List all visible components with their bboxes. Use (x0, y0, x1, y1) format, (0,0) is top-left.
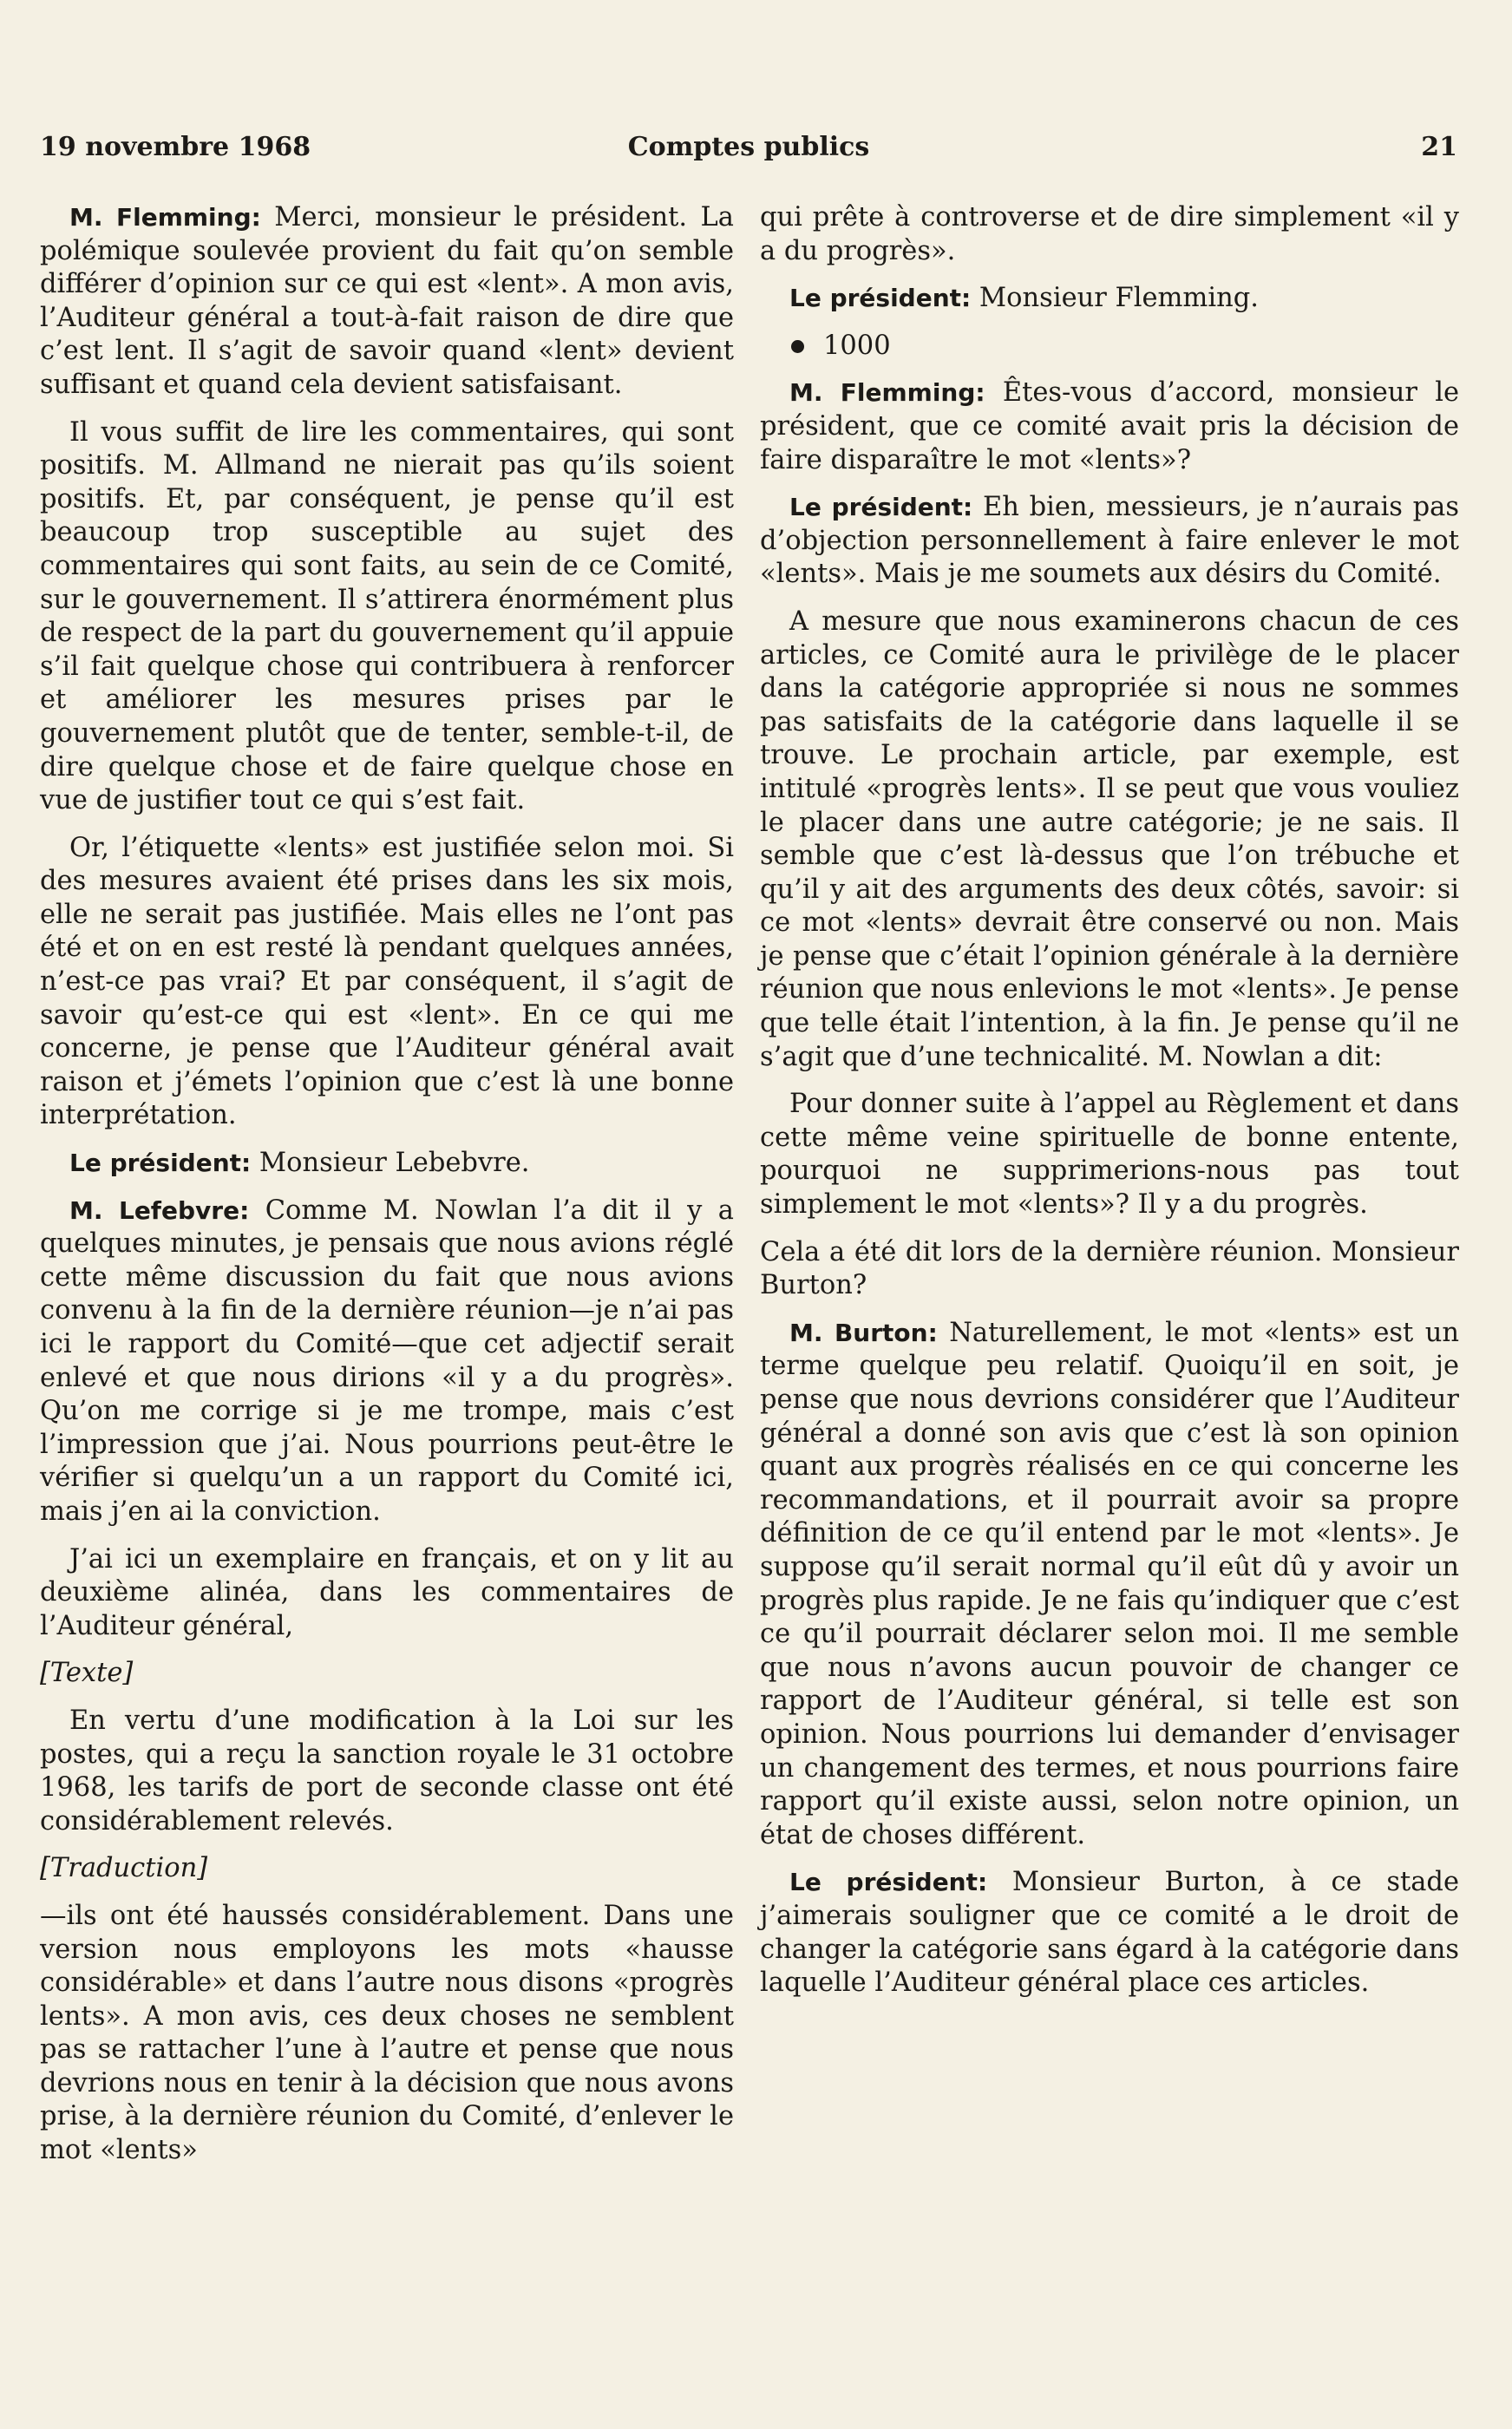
paragraph-text: Monsieur Lebebvre. (251, 1148, 530, 1179)
time-marker-text: 1000 (823, 330, 891, 361)
header-page-number: 21 (1421, 132, 1457, 162)
paragraph (760, 282, 1459, 316)
speaker-name: M. Lefebvre: (69, 1195, 250, 1225)
speaker-name: Le président: (789, 284, 972, 313)
paragraph (40, 1147, 734, 1181)
speaker-name: M. Burton: (789, 1318, 938, 1347)
paragraph-text: Monsieur Burton, à ce stade j’aimerais souligner que ce comité a le droit de changer la catégorie sans égard à la catégorie dans laquelle l’Auditeur général place ces articles. (760, 1867, 1460, 1999)
block-quote: Pour donner suite à l’appel au Règlement et dans cette même veine spirituelle de bonne entente, pourquoi ne supprimerions-nous pas tout simplement le mot «lents»? Il y a du progrès. (760, 1089, 1459, 1221)
paragraph (40, 1195, 734, 1529)
paragraph: A mesure que nous examinerons chacun de ces articles, ce Comité aura le privilège de le placer dans la catégorie appropriée si nous ne sommes pas satisfaits de la catégorie dans laquelle il se trouve. Le prochain article, par exemple, est intitulé «progrès lents». Il se peut que vous vouliez le placer dans une autre catégorie; je ne sais. Il semble que c’est là-dessus que l’on trébuche et qu’il y ait des arguments des deux côtés, savoir: si ce mot «lents» devrait être conservé ou non. Mais je pense que c’était l’opinion générale à la dernière réunion que nous enlevions le mot «lents». Je pense que telle était l’intention, à la fin. Je pense qu’il ne s’agit que d’une technicalité. M. Nowlan a dit: (760, 606, 1459, 1072)
paragraph (760, 1866, 1459, 2000)
paragraph: Il vous suffit de lire les commentaires, qui sont positifs. M. Allmand ne nierait pas qu’ils soient positifs. Et, par conséquent, je pense qu’il est beaucoup trop susceptible au sujet des commentaires qui sont faits, au sein de ce Comité, sur le gouvernement. Il s’attirera énormément plus de respect de la part du gouvernement qu’il appuie s’il fait quelque chose qui contribuera à renforcer et améliorer les mesures prises par le gouvernement plutôt que de tenter, semble-t-il, de dire quelque chose et de faire quelque chose en vue de justifier tout ce qui s’est fait. (40, 416, 734, 816)
left-column (40, 201, 734, 2182)
header-title: Comptes publics (627, 132, 870, 162)
paragraph-text: Merci, monsieur le président. La polémique soulevée provient du fait qu’on semble différer d’opinion sur ce qui est «lent». A mon avis, l’Auditeur général a tout-à-fait raison de dire que c’est lent. Il s’agit de savoir quand «lent» devient suffisant et quand cela devient satisfaisant. (40, 202, 734, 400)
paragraph-text: Êtes-vous d’accord, monsieur le président, que ce comité avait pris la décision de faire disparaître le mot «lents»? (760, 377, 1459, 475)
paragraph: J’ai ici un exemplaire en français, et on y lit au deuxième alinéa, dans les commentaires de l’Auditeur général, (40, 1543, 734, 1641)
speaker-name: Le président: (789, 1868, 988, 1897)
right-column (760, 201, 1459, 2014)
speaker-name: M. Flemming: (69, 203, 261, 232)
paragraph-text: Monsieur Flemming. (971, 283, 1259, 314)
bullet-icon (791, 340, 804, 353)
block-quote: En vertu d’une modification à la Loi sur les postes, qui a reçu la sanction royale le 31 octobre 1968, les tarifs de port de seconde classe ont été considérablement relevés. (40, 1705, 734, 1836)
speaker-name: Le président: (69, 1149, 252, 1178)
paragraph-text: Comme M. Nowlan l’a dit il y a quelques minutes, je pensais que nous avions réglé cette même discussion du fait que nous avions convenu à la fin de la dernière réunion—je n’ai pas ici le rapport du Comité—que cet adjectif serait enlevé et que nous dirions «il y a du progrès». Qu’on me corrige si je me trompe, mais c’est l’impression que j’ai. Nous pourrions peut-être le vérifier si quelqu’un a un rapport du Comité ici, mais j’en ai la conviction. (40, 1195, 734, 1527)
speaker-name: M. Flemming: (789, 378, 985, 408)
speaker-name: Le président: (789, 493, 973, 522)
page-header (40, 132, 1457, 170)
paragraph: Or, l’étiquette «lents» est justifiée selon moi. Si des mesures avaient été prises dans les six mois, elle ne serait pas justifiée. Mais elles ne l’ont pas été et on en est resté là pendant quelques années, n’est-ce pas vrai? Et par conséquent, il s’agit de savoir qu’est-ce qui est «lent». En ce qui me concerne, je pense que l’Auditeur général avait raison et j’émets l’opinion que c’est là une bonne interprétation. (40, 832, 734, 1131)
section-label-texte: [Texte] (40, 1658, 134, 1689)
paragraph: Cela a été dit lors de la dernière réunion. Monsieur Burton? (760, 1236, 1459, 1301)
paragraph (760, 1317, 1459, 1853)
header-date: 19 novembre 1968 (40, 132, 311, 162)
section-label-traduction: [Traduction] (40, 1853, 208, 1884)
time-marker (760, 330, 1459, 363)
paragraph-text: Eh bien, messieurs, je n’aurais pas d’objection personnellement à faire enlever le mot «lents». Mais je me soumets aux désirs du Comité. (760, 492, 1459, 590)
paragraph-text: Naturellement, le mot «lents» est un terme quelque peu relatif. Quoiqu’il en soit, je pense que nous devrions considérer que l’Auditeur général a donné son avis que c’est là son opinion quant aux progrès réalisés en ce qui concerne les recommandations, et il pourrait avoir sa propre définition de ce qu’il entend par le mot «lents». Je suppose qu’il serait normal qu’il eût dû y avoir un progrès plus rapide. Je ne fais qu’indiquer que c’est ce qu’il pourrait déclarer selon moi. Il me semble que nous n’avons aucun pouvoir de changer ce rapport de l’Auditeur général, si telle est son opinion. Nous pourrions lui demander d’envisager un changement des termes, et nous pourrions faire rapport qu’il existe aussi, selon notre opinion, un état de choses différent. (760, 1317, 1459, 1850)
paragraph (760, 376, 1459, 477)
paragraph (760, 491, 1459, 592)
paragraph (40, 201, 734, 403)
paragraph: qui prête à controverse et de dire simplement «il y a du progrès». (760, 202, 1459, 266)
paragraph: —ils ont été haussés considérablement. Dans une version nous employons les mots «hausse considérable» et dans l’autre nous disons «progrès lents». A mon avis, ces deux choses ne semblent pas se rattacher l’une à l’autre et pense que nous devrions nous en tenir à la décision que nous avons prise, à la dernière réunion du Comité, d’enlever le mot «lents» (40, 1900, 734, 2166)
